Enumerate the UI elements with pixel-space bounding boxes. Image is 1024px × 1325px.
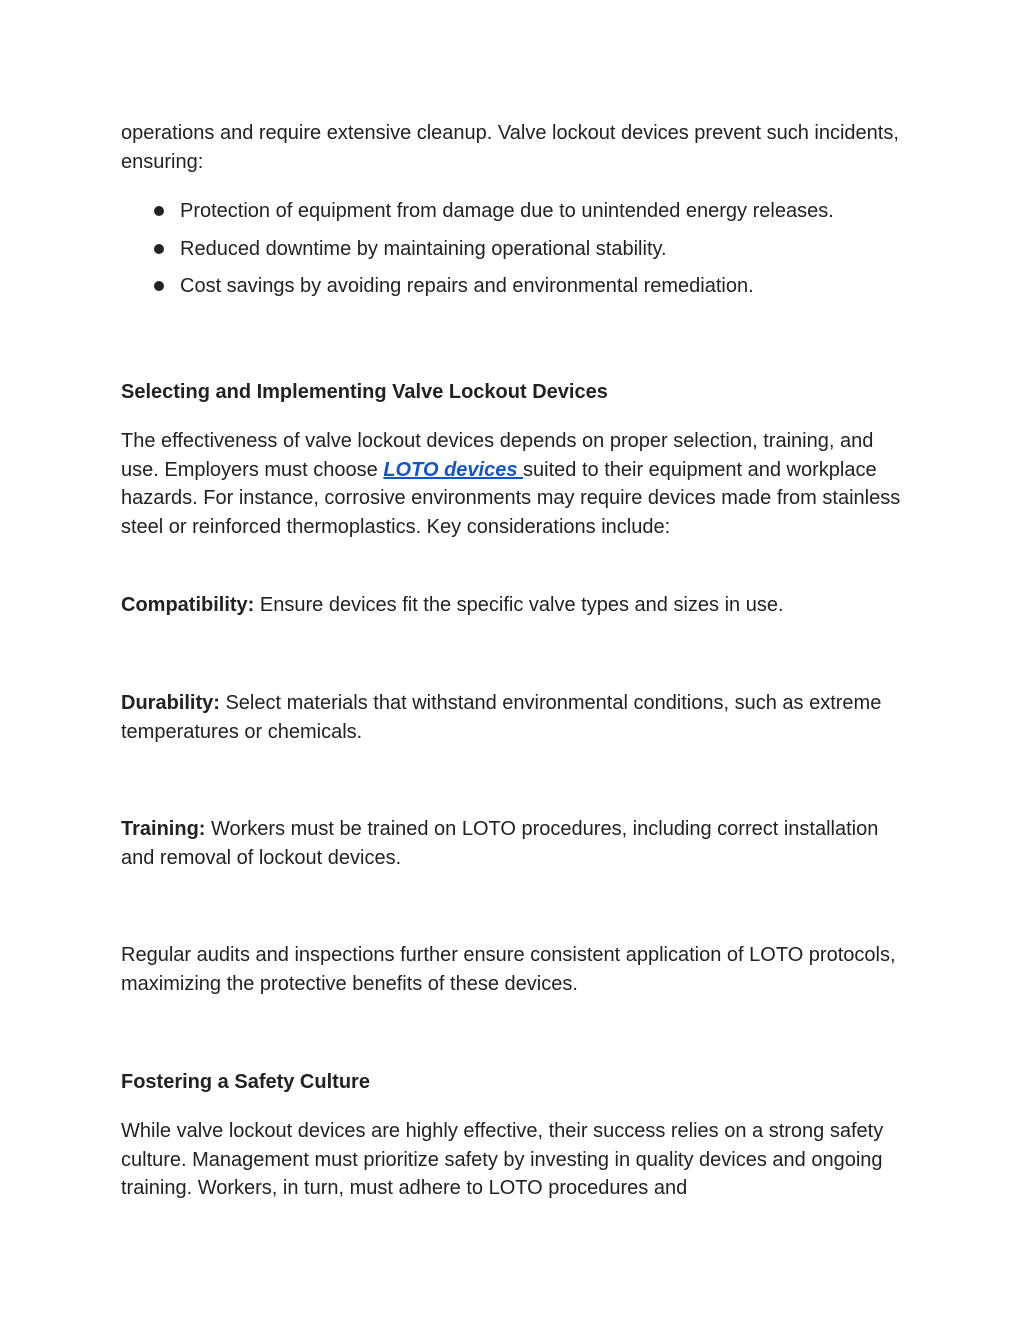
list-item xyxy=(121,197,834,235)
list-item-text: Reduced downtime by maintaining operational stability. xyxy=(180,237,667,260)
consideration-label: Compatibility: xyxy=(121,594,255,616)
audits-paragraph: Regular audits and inspections further ensure consistent application of LOTO protocols, maximizing the protective benefits of these devices. xyxy=(121,944,896,995)
section-heading: Fostering a Safety Culture xyxy=(121,1071,370,1093)
bullet-icon xyxy=(154,281,164,291)
paragraph-text: The effectiveness of valve lockout devices depends on proper selection, training, and use. Employers must choose xyxy=(121,430,874,481)
list-item-text: Cost savings by avoiding repairs and environmental remediation. xyxy=(180,275,754,297)
list-item xyxy=(121,235,834,273)
consideration-text: Ensure devices fit the specific valve types and sizes in use. xyxy=(254,594,784,616)
safety-culture-paragraph: While valve lockout devices are highly effective, their success relies on a strong safety culture. Management must prioritize safety by investing in quality devices and ongoing training. Workers, in turn, must adhere to LOTO procedures and xyxy=(121,1120,884,1200)
consideration-durability xyxy=(121,689,911,746)
list-item xyxy=(121,272,834,310)
selection-paragraph xyxy=(121,427,911,542)
consideration-compatibility xyxy=(121,591,911,620)
consideration-label: Training: xyxy=(121,818,206,840)
bullet-icon xyxy=(154,206,164,216)
bullet-icon xyxy=(154,244,164,254)
consideration-text: Select materials that withstand environmental conditions, such as extreme temperatures or chemicals. xyxy=(121,692,882,743)
consideration-text: Workers must be trained on LOTO procedures, including correct installation and removal of lockout devices. xyxy=(121,818,879,869)
paragraph-text: suited to their equipment and workplace hazards. For instance, corrosive environments may require devices made from stainless steel or reinforced thermoplastics. Key considerations include: xyxy=(121,458,901,539)
loto-devices-link[interactable]: LOTO devices xyxy=(383,458,524,481)
consideration-training xyxy=(121,815,911,872)
section-heading: Selecting and Implementing Valve Lockout Devices xyxy=(121,381,608,403)
benefits-list xyxy=(121,197,834,310)
consideration-label: Durability: xyxy=(121,692,220,714)
intro-paragraph: operations and require extensive cleanup. Valve lockout devices prevent such incidents, ensuring: xyxy=(121,122,899,173)
list-item-text: Protection of equipment from damage due to unintended energy releases. xyxy=(180,200,834,222)
